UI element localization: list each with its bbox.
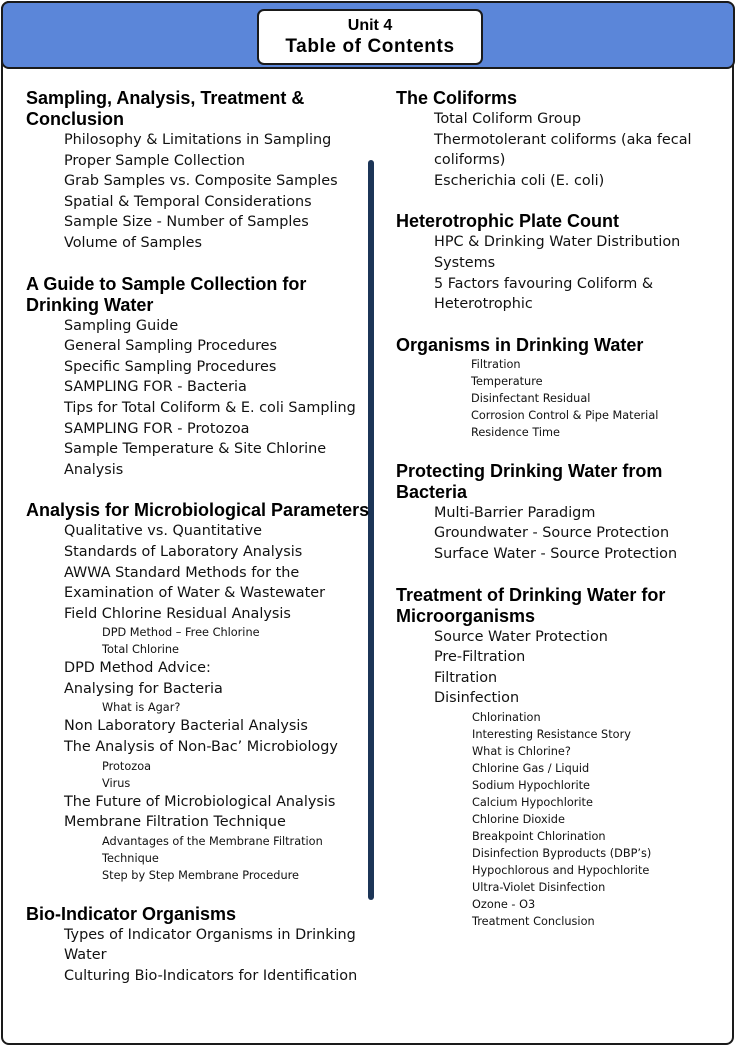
section-heading: Analysis for Microbiological Parameters <box>26 500 370 521</box>
section-heterotrophic-plate-count <box>396 211 730 314</box>
toc-entry: Culturing Bio-Indicators for Identification <box>64 968 358 985</box>
section-protecting-drinking-water-from-bacteria <box>396 461 730 565</box>
toc-entry: Sampling Guide <box>64 317 179 334</box>
toc-entry: Grab Samples vs. Composite Samples <box>64 173 338 190</box>
toc-entry: Pre-Filtration <box>434 649 526 666</box>
toc-entry: Source Water Protection <box>434 628 608 645</box>
page-title: Table of Contents <box>285 36 455 57</box>
unit-label: Unit 4 <box>347 17 393 34</box>
toc-entry: Sample Size - Number of Samples <box>64 214 309 231</box>
toc-subentry: Hypochlorous and Hypochlorite <box>472 863 650 877</box>
section-heading: Protecting Drinking Water from Bacteria <box>396 460 663 502</box>
section-heading: The Coliforms <box>396 88 518 108</box>
toc-subentry: Temperature <box>471 374 543 388</box>
toc-subentry: Residence Time <box>471 425 560 439</box>
toc-entry: Non Laboratory Bacterial Analysis <box>64 718 308 735</box>
toc-entry: Disinfection <box>434 690 520 707</box>
section-heading: Sampling, Analysis, Treatment & Conclusion <box>26 88 305 129</box>
toc-subentry: Step by Step Membrane Procedure <box>102 868 299 882</box>
section-bio-indicator-organisms <box>26 904 371 987</box>
toc-entry: Membrane Filtration Technique <box>64 814 286 831</box>
toc-entry: Surface Water - Source Protection <box>434 545 678 562</box>
toc-entry: HPC & Drinking Water Distribution Systems <box>434 234 681 271</box>
toc-entry: Qualitative vs. Quantitative <box>64 523 262 540</box>
section-heading: Treatment of Drinking Water for Microorganisms <box>396 584 666 626</box>
section-a-guide-to-sample-collection-for-drinking-water <box>26 274 371 481</box>
toc-entry: Field Chlorine Residual Analysis <box>64 605 291 622</box>
section-heading: Heterotrophic Plate Count <box>396 211 620 232</box>
toc-subentry: Chlorination <box>472 710 541 724</box>
toc-subentry: Sodium Hypochlorite <box>472 778 590 792</box>
left-column <box>26 88 371 1007</box>
toc-subentry: Treatment Conclusion <box>472 914 595 928</box>
toc-subentry: What is Agar? <box>102 701 181 715</box>
section-sampling-analysis-treatment-conclusion <box>26 88 371 254</box>
toc-subentry: Protozoa <box>102 759 152 773</box>
toc-entry: Proper Sample Collection <box>64 152 246 169</box>
toc-entry: Philosophy & Limitations in Sampling <box>64 132 332 148</box>
section-heading: A Guide to Sample Collection for Drinking Water <box>26 273 307 315</box>
toc-subentry: Total Chlorine <box>102 643 179 657</box>
toc-subentry: Filtration <box>471 357 521 371</box>
toc-subentry: DPD Method – Free Chlorine <box>102 626 260 640</box>
toc-subentry: Breakpoint Chlorination <box>472 829 606 843</box>
entry-list <box>26 130 371 254</box>
toc-subentry: Ultra-Violet Disinfection <box>472 880 606 894</box>
toc-subentry: Ozone - O3 <box>472 897 536 911</box>
right-column <box>396 88 730 950</box>
entry-list <box>26 316 371 481</box>
toc-entry: General Sampling Procedures <box>64 338 278 355</box>
toc-entry: Filtration <box>434 669 498 686</box>
toc-subentry: Interesting Resistance Story <box>472 727 631 741</box>
section-analysis-for-microbiological-parameters <box>26 500 371 884</box>
toc-subentry: Disinfection Byproducts (DBP’s) <box>472 846 652 860</box>
section-organisms-in-drinking-water <box>396 335 730 441</box>
toc-entry: The Future of Microbiological Analysis <box>64 793 336 810</box>
section-heading: Organisms in Drinking Water <box>396 334 644 355</box>
toc-entry: The Analysis of Non-Bac’ Microbiology <box>64 739 338 756</box>
toc-entry: Total Coliform Group <box>434 111 581 127</box>
toc-entry: Standards of Laboratory Analysis <box>64 543 303 560</box>
entry-list <box>26 521 371 884</box>
toc-subentry: Disinfectant Residual <box>471 391 591 405</box>
entry-list <box>396 109 730 191</box>
header-banner <box>1 1 735 69</box>
toc-entry: Spatial & Temporal Considerations <box>64 193 312 210</box>
entry-list <box>396 503 730 565</box>
section-treatment-of-drinking-water-for-microorganisms <box>396 585 730 930</box>
toc-subentry: What is Chlorine? <box>472 744 571 758</box>
toc-entry: Escherichia coli (E. coli) <box>434 172 605 189</box>
toc-entry: Specific Sampling Procedures <box>64 358 277 375</box>
section-the-coliforms <box>396 88 730 191</box>
entry-list <box>396 627 730 930</box>
entry-list <box>396 232 730 314</box>
toc-entry: SAMPLING FOR - Protozoa <box>64 420 250 437</box>
toc-entry: Multi-Barrier Paradigm <box>434 504 596 521</box>
toc-entry: Tips for Total Coliform & E. coli Sampling <box>64 399 356 416</box>
toc-entry: Volume of Samples <box>64 234 202 251</box>
toc-entry: 5 Factors favouring Coliform & Heterotrophic <box>434 275 654 313</box>
entry-list <box>26 925 371 987</box>
toc-subentry: Advantages of the Membrane Filtration Technique <box>102 834 323 865</box>
toc-entry: AWWA Standard Methods for the Examination of Water & Wastewater <box>64 564 325 602</box>
toc-subentry: Virus <box>102 776 131 790</box>
toc-entry: Analysing for Bacteria <box>64 680 223 697</box>
section-heading: Bio-Indicator Organisms <box>26 903 237 924</box>
toc-entry: DPD Method Advice: <box>64 660 211 677</box>
toc-entry: Thermotolerant coliforms (aka fecal coliforms) <box>434 131 692 169</box>
toc-entry: Sample Temperature & Site Chlorine Analysis <box>64 441 327 478</box>
toc-subentry: Chlorine Dioxide <box>472 812 565 826</box>
entry-list <box>396 356 730 441</box>
toc-entry: SAMPLING FOR - Bacteria <box>64 379 247 396</box>
toc-entry: Types of Indicator Organisms in Drinking Water <box>64 926 356 964</box>
title-box <box>257 9 483 65</box>
toc-subentry: Calcium Hypochlorite <box>472 795 593 809</box>
toc-subentry: Chlorine Gas / Liquid <box>472 761 590 775</box>
toc-entry: Groundwater - Source Protection <box>434 525 670 542</box>
toc-subentry: Corrosion Control & Pipe Material <box>471 408 659 422</box>
